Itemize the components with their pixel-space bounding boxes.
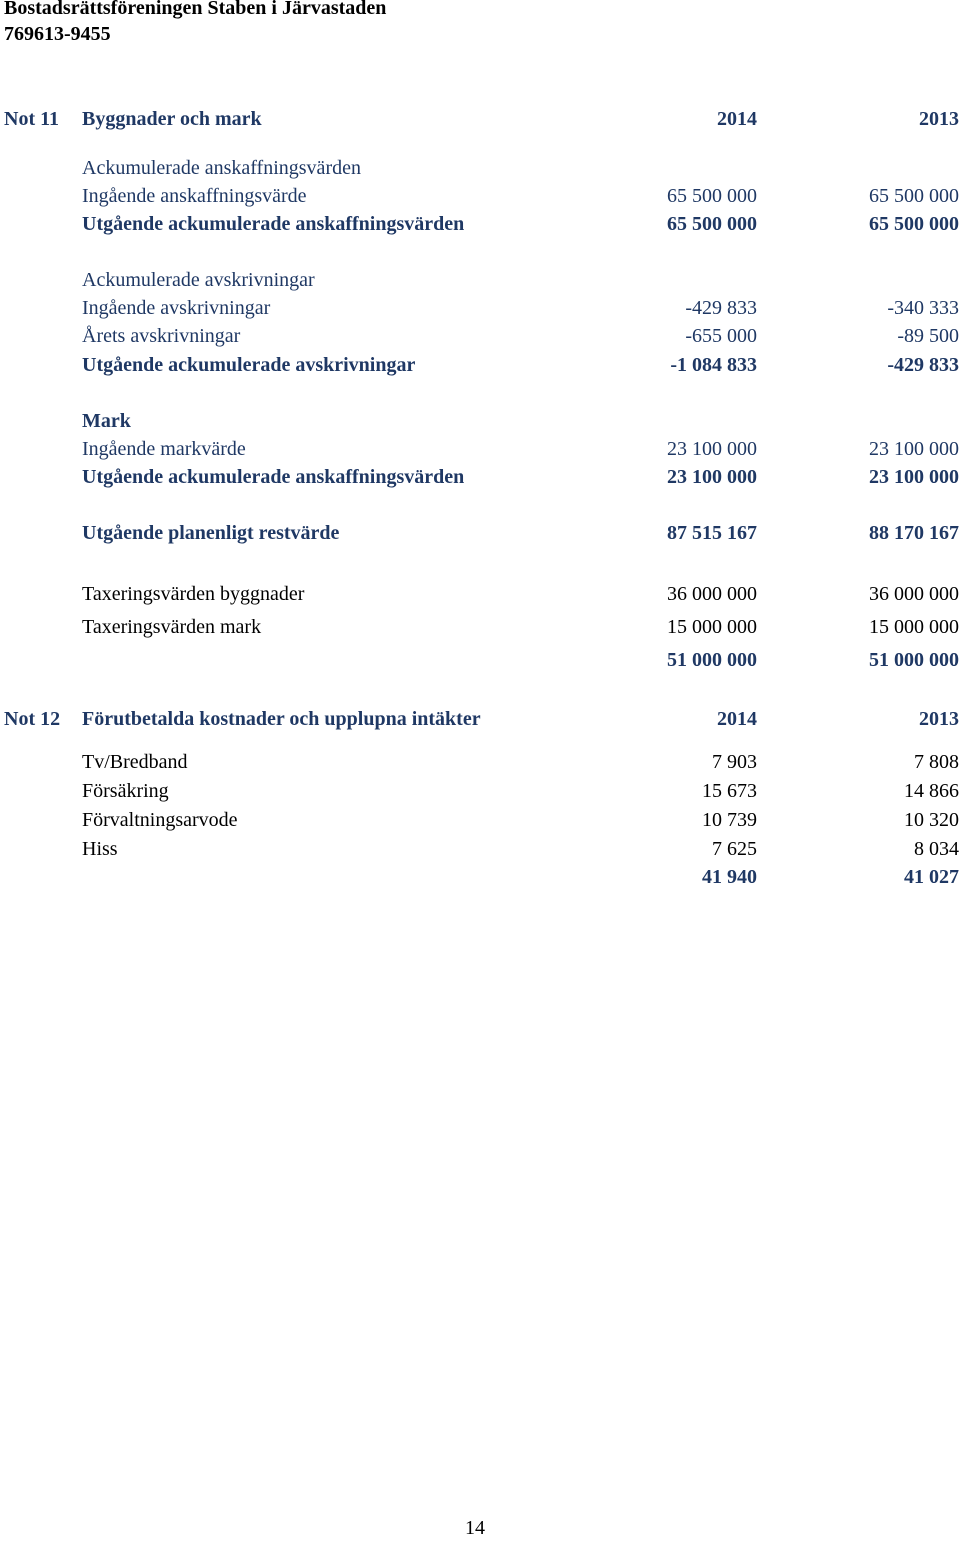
value-2013: -340 333 xyxy=(887,297,959,319)
value-2014: 23 100 000 xyxy=(667,466,757,488)
row-label: Ingående markvärde xyxy=(82,438,246,460)
value-2013: 88 170 167 xyxy=(869,522,959,544)
value-2014: 10 739 xyxy=(702,809,757,831)
table-row xyxy=(0,520,960,546)
table-row xyxy=(0,183,960,209)
row-label: Utgående ackumulerade avskrivningar xyxy=(82,354,416,376)
year-2014: 2014 xyxy=(717,708,757,730)
total-2014: 51 000 000 xyxy=(667,649,757,671)
value-2013: 23 100 000 xyxy=(869,466,959,488)
row-label: Ackumulerade avskrivningar xyxy=(82,269,315,291)
value-2014: 15 000 000 xyxy=(667,616,757,638)
row-label: Utgående ackumulerade anskaffningsvärden xyxy=(82,466,465,488)
row-label: Ingående anskaffningsvärde xyxy=(82,185,307,207)
value-2013: 10 320 xyxy=(904,809,959,831)
table-row xyxy=(0,581,960,607)
row-label: Tv/Bredband xyxy=(82,751,188,773)
table-row xyxy=(0,464,960,490)
value-2014: 87 515 167 xyxy=(667,522,757,544)
value-2014: -1 084 833 xyxy=(670,354,757,376)
note-label: Not 11 xyxy=(4,108,59,130)
value-2014: 15 673 xyxy=(702,780,757,802)
table-row xyxy=(0,836,960,862)
page-number: 14 xyxy=(465,1517,485,1539)
table-row xyxy=(0,352,960,378)
row-label: Taxeringsvärden mark xyxy=(82,616,262,638)
total-row xyxy=(0,864,960,890)
table-row xyxy=(0,807,960,833)
value-2014: 7 903 xyxy=(712,751,757,773)
value-2013: 36 000 000 xyxy=(869,583,959,605)
table-row xyxy=(0,155,960,181)
value-2013: 65 500 000 xyxy=(869,213,959,235)
value-2013: -429 833 xyxy=(887,354,959,376)
total-2014: 41 940 xyxy=(702,866,757,888)
value-2013: 8 034 xyxy=(914,838,959,860)
year-2013: 2013 xyxy=(919,708,959,730)
table-row xyxy=(0,295,960,321)
table-row xyxy=(0,408,960,434)
org-number: 769613-9455 xyxy=(4,23,111,45)
value-2013: -89 500 xyxy=(897,325,959,347)
company-name: Bostadsrättsföreningen Staben i Järvastaden xyxy=(4,0,387,19)
year-2014: 2014 xyxy=(717,108,757,130)
note-label: Not 12 xyxy=(4,708,61,730)
value-2014: 23 100 000 xyxy=(667,438,757,460)
value-2014: 65 500 000 xyxy=(667,213,757,235)
value-2014: -429 833 xyxy=(685,297,757,319)
value-2014: 65 500 000 xyxy=(667,185,757,207)
value-2014: -655 000 xyxy=(685,325,757,347)
row-label: Mark xyxy=(82,410,131,432)
row-label: Utgående planenligt restvärde xyxy=(82,522,340,544)
total-row xyxy=(0,647,960,673)
value-2013: 15 000 000 xyxy=(869,616,959,638)
value-2013: 23 100 000 xyxy=(869,438,959,460)
value-2014: 7 625 xyxy=(712,838,757,860)
row-label: Ackumulerade anskaffningsvärden xyxy=(82,157,361,179)
year-2013: 2013 xyxy=(919,108,959,130)
row-label: Försäkring xyxy=(82,780,169,802)
value-2013: 7 808 xyxy=(914,751,959,773)
row-label: Ingående avskrivningar xyxy=(82,297,271,319)
table-row xyxy=(0,614,960,640)
total-2013: 41 027 xyxy=(904,866,959,888)
table-row xyxy=(0,211,960,237)
note-12-heading xyxy=(0,706,960,732)
value-2014: 36 000 000 xyxy=(667,583,757,605)
table-row xyxy=(0,267,960,293)
row-label: Förvaltningsarvode xyxy=(82,809,238,831)
note-title: Byggnader och mark xyxy=(82,108,262,130)
row-label: Hiss xyxy=(82,838,118,860)
row-label: Årets avskrivningar xyxy=(82,325,241,347)
row-label: Taxeringsvärden byggnader xyxy=(82,583,305,605)
value-2013: 14 866 xyxy=(904,780,959,802)
table-row xyxy=(0,323,960,349)
total-2013: 51 000 000 xyxy=(869,649,959,671)
table-row xyxy=(0,778,960,804)
row-label: Utgående ackumulerade anskaffningsvärden xyxy=(82,213,465,235)
note-title: Förutbetalda kostnader och upplupna intäkter xyxy=(82,708,481,730)
note-11-heading xyxy=(0,106,960,132)
value-2013: 65 500 000 xyxy=(869,185,959,207)
table-row xyxy=(0,436,960,462)
table-row xyxy=(0,749,960,775)
